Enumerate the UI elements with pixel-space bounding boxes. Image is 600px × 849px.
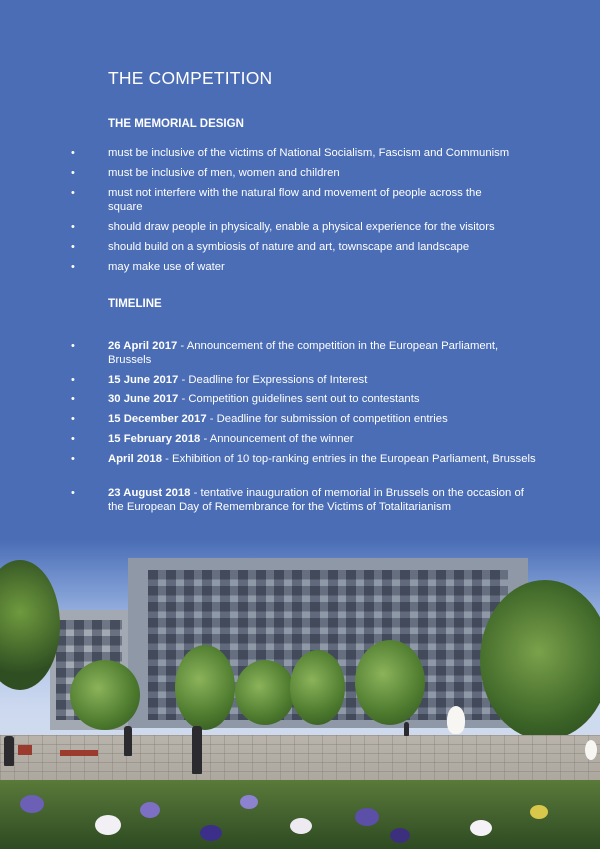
tulip [447,706,465,734]
timeline-item: • 15 December 2017 - Deadline for submission of competition entries [71,413,448,425]
timeline-item: • 30 June 2017 - Competition guidelines sent out to contestants [71,393,420,405]
pansy [470,820,492,836]
list-item: • must be inclusive of the victims of National Socialism, Fascism and Communism [71,147,510,159]
pansy [240,795,258,809]
pansy [200,825,222,841]
list-item: • must not interfere with the natural flow and movement of people across the square [71,187,482,213]
bullet-icon: • [71,453,75,465]
memorial-design-heading: THE MEMORIAL DESIGN [108,118,244,130]
person [404,722,409,736]
bullet-icon: • [71,241,75,253]
flower-bed [0,780,600,849]
pansy [95,815,121,835]
pansy [530,805,548,819]
tree [480,580,600,740]
timeline-item: • 23 August 2018 - tentative inauguration of memorial in Brussels on the occasion of the European Day of Remembrance for the Victims of Totalitarianism [71,487,524,513]
bullet-icon: • [71,340,75,352]
pansy [390,828,410,843]
bullet-icon: • [71,413,75,425]
bullet-icon: • [71,374,75,386]
list-item: • should draw people in physically, enable a physical experience for the visitors [71,221,495,233]
pansy [20,795,44,813]
tree [290,650,345,725]
pansy [355,808,379,826]
bullet-icon: • [71,221,75,233]
pansy [290,818,312,834]
person [4,736,14,766]
tree [355,640,425,725]
tree [175,645,235,730]
bullet-icon: • [71,393,75,405]
timeline-item: • April 2018 - Exhibition of 10 top-ranking entries in the European Parliament, Brussels [71,453,536,465]
timeline-heading: TIMELINE [108,298,162,310]
person [192,726,202,774]
bullet-icon: • [71,433,75,445]
tree [235,660,295,725]
page-title: THE COMPETITION [108,68,273,88]
tree [70,660,140,730]
timeline-item: • 15 June 2017 - Deadline for Expressions of Interest [71,374,368,386]
list-item: • should build on a symbiosis of nature and art, townscape and landscape [71,241,470,253]
bullet-icon: • [71,147,75,159]
bullet-icon: • [71,261,75,273]
bullet-icon: • [71,487,75,499]
tulip [585,740,597,760]
list-item: • must be inclusive of men, women and children [71,167,340,179]
timeline-item: • 15 February 2018 - Announcement of the winner [71,433,354,445]
bench [18,745,32,755]
timeline-item: • 26 April 2017 - Announcement of the competition in the European Parliament, Brussels [71,340,499,366]
bullet-icon: • [71,167,75,179]
bullet-icon: • [71,187,75,199]
square-photo [0,540,600,849]
pansy [140,802,160,818]
person [124,726,132,756]
bench [60,750,98,756]
list-item: • may make use of water [71,261,225,273]
